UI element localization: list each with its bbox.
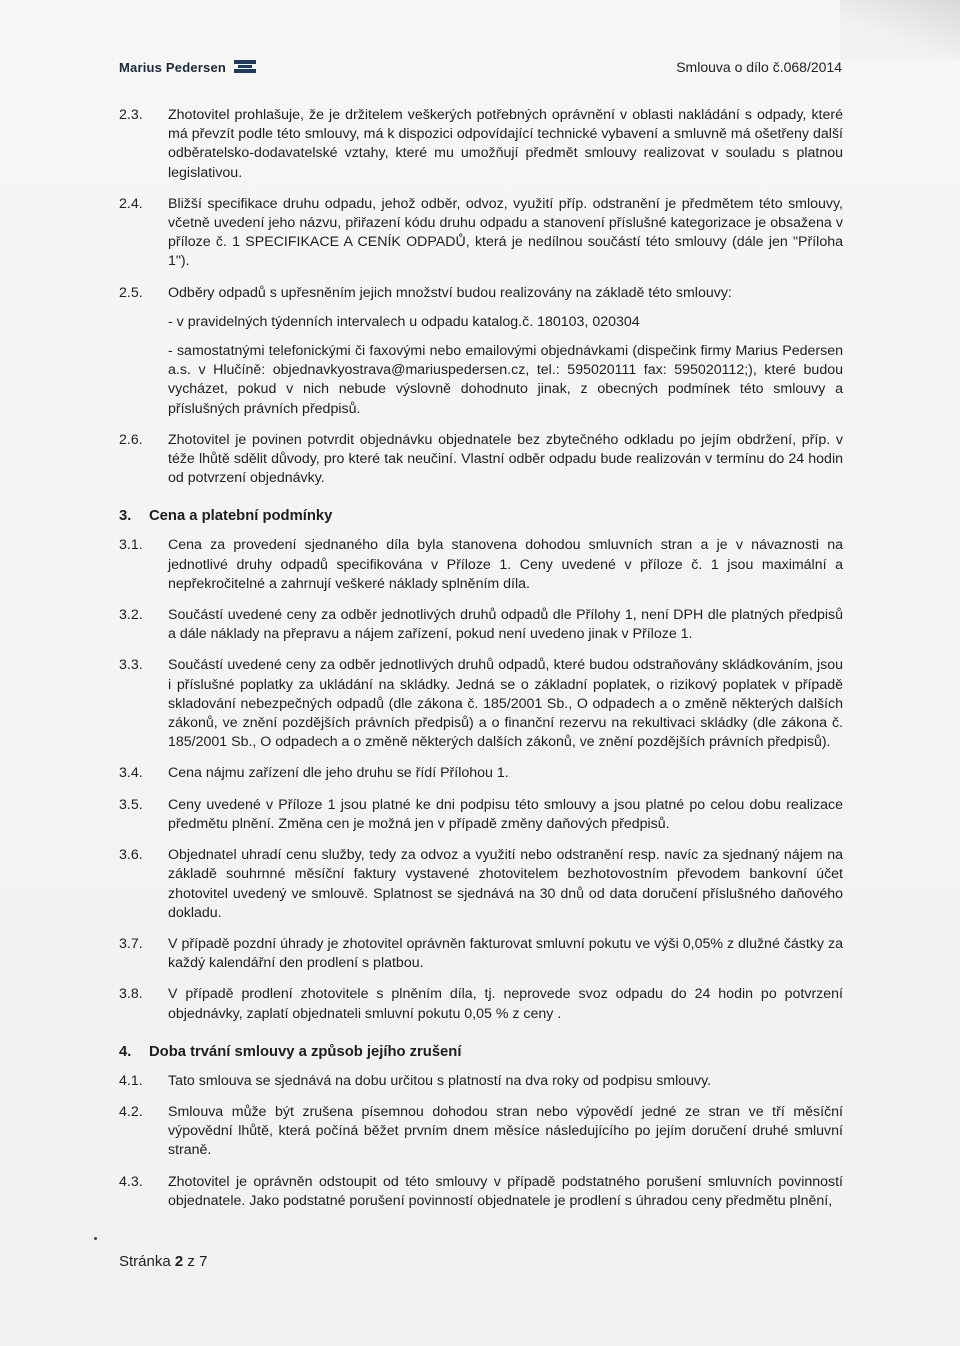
page-corner-shadow [840, 0, 960, 60]
clause [119, 1103, 843, 1161]
clause-text [168, 796, 843, 834]
clause-paragraph: - v pravidelných týdenních intervalech u odpadu katalog.č. 180103, 020304 [168, 313, 640, 330]
clause-number: 3.8. [119, 986, 143, 1003]
clause-paragraph: - samostatnými telefonickými či faxovými nebo emailovými objednávkami (dispečink firmy Marius Pedersen a.s. v Hlučíně: objednavkyostrava@mariuspedersen.cz, tel.: 595020111 fax: 595020112;), které budou vycházet, pokud v nich nebude výslovně dohodnuto jinak, z obecných podmínek této smlouvy a příslušných právních předpisů. [168, 343, 843, 417]
document-body [119, 106, 843, 1223]
section-number: 3. [119, 508, 132, 525]
clause [119, 536, 843, 594]
clause-paragraph: Zhotovitel je povinen potvrdit objednávku objednatele bez zbytečného odkladu po jejím obdržení, příp. v téže lhůtě sdělit důvody, pro které tak neučiní. Vlastní odběr odpadu bude realizován v termínu do 24 hodin od potvrzení objednávky. [168, 431, 843, 487]
bullet-mark [94, 1237, 97, 1240]
clause [119, 764, 843, 783]
page-footer [119, 1253, 207, 1270]
clause-paragraph: Odběry odpadů s upřesněním jejich množství budou realizovány na základě této smlouvy: [168, 284, 732, 301]
clause-paragraph: Zhotovitel je oprávněn odstoupit od této smlouvy v případě podstatného porušení smluvních povinností objednatele. Jako podstatné porušení povinností objednatele je prodlení s úhradou ceny předmětu plnění, [168, 1173, 843, 1209]
clause-paragraph: Součástí uvedené ceny za odběr jednotlivých druhů odpadů, které budou odstraňovány skládkováním, jsou i příslušné poplatky za ukládání na skládky. Jedná se o základní poplatek, o rizikový poplatek v případě skladování nebezpečných odpadů (dle zákona č. 185/2001 Sb., O odpadech a o změně některých dalších zákonů, ve znění pozdějších právních předpisů) a o finanční rezervu na rekultivaci skládky (dle zákona č. 185/2001 Sb., O odpadech a o změně některých dalších zákonů, ve znění pozdějších právních předpisů). [168, 657, 843, 751]
clause-text [168, 1103, 843, 1161]
clause-paragraph: Ceny uvedené v Příloze 1 jsou platné ke dni podpisu této smlouvy a jsou platné po celou dobu realizace předmětu plnění. Změna cen je možná jen v případě změny daňových předpisů. [168, 796, 843, 832]
clause-text [168, 606, 843, 644]
clause-paragraph: Tato smlouva se sjednává na dobu určitou s platností na dva roky od podpisu smlouvy. [168, 1072, 712, 1089]
clause-text [168, 431, 843, 489]
clause-paragraph: V případě pozdní úhrady je zhotovitel oprávněn fakturovat smluvní pokutu ve výši 0,05% z dlužné částky za každý kalendářní den prodlení s platbou. [168, 935, 843, 972]
page-number: 2 [174, 1253, 184, 1270]
marius-pedersen-logo-icon [234, 59, 256, 75]
clause-number: 3.2. [119, 607, 143, 624]
section-heading-3 [119, 506, 843, 526]
clause-paragraph: Objednatel uhradí cenu služby, tedy za odvoz a využití nebo odstranění resp. navíc za sjednaný nájem na základě souhrnné měsíční faktury vystavené zhotovitelem bezhotovostním převodem bankovní účet zhotovitel uvedený ve smlouvě. Splatnost se sjednává na 30 dnů od data doručení příslušného daňového dokladu. [168, 847, 843, 921]
clauses-section-2 [119, 106, 843, 488]
clause-text [168, 935, 843, 973]
clause-number: 2.3. [119, 107, 143, 123]
clause-paragraph: Smlouva může být zrušena písemnou dohodou stran nebo výpovědí jedné ze stran ve tří měsíční výpovědní lhůtě, která počíná běžet prvním dnem měsíce následujícího po jejím doručení druhé smluvní straně. [168, 1103, 843, 1159]
clause-number: 2.6. [119, 431, 143, 448]
clause-text [168, 1173, 843, 1211]
company-logo [119, 59, 256, 75]
clause [119, 606, 843, 644]
page-of: z [187, 1253, 195, 1270]
clause-number: 3.7. [119, 935, 143, 952]
contract-number: Smlouva o dílo č.068/2014 [676, 59, 842, 75]
clause [119, 656, 843, 752]
clause-number: 3.1. [119, 537, 143, 554]
clause-paragraph: Cena nájmu zařízení dle jeho druhu se řídí Přílohou 1. [168, 765, 509, 782]
clause-text [168, 656, 843, 752]
clause-number: 3.3. [119, 657, 143, 674]
clause-number: 2.5. [119, 284, 143, 301]
company-name: Marius Pedersen [119, 59, 227, 75]
clause-number: 4.2. [119, 1103, 143, 1120]
clause-number: 3.4. [119, 765, 143, 782]
section-number: 4. [119, 1043, 132, 1060]
clause-number: 2.4. [119, 195, 143, 212]
page-header [119, 56, 842, 78]
section-heading-4 [119, 1042, 843, 1062]
clause-text [168, 846, 843, 923]
clause-number: 3.6. [119, 847, 143, 864]
section-title: Cena a platební podmínky [149, 508, 333, 525]
clause-text [168, 1072, 843, 1091]
clause-text [168, 764, 843, 783]
clause-number: 4.1. [119, 1072, 143, 1089]
clause [119, 431, 843, 489]
clause-paragraph: V případě prodlení zhotovitele s plněním díla, tj. neprovede svoz odpadu do 24 hodin po potvrzení objednávky, zaplatí objednateli smluvní pokutu 0,05 % z ceny . [168, 986, 843, 1022]
page-label: Stránka [119, 1253, 171, 1270]
clause-text [168, 284, 843, 419]
clause-paragraph: Součástí uvedené ceny za odběr jednotlivých druhů odpadů dle Přílohy 1, není DPH dle platných předpisů a dále náklady na přepravu a nájem zařízení, pokud není uvedeno jinak v Příloze 1. [168, 607, 843, 643]
clause-text [168, 536, 843, 594]
clause [119, 284, 843, 419]
clause [119, 1173, 843, 1211]
clause-text [168, 106, 843, 183]
clause [119, 985, 843, 1023]
clauses-section-3 [119, 536, 843, 1023]
clause [119, 796, 843, 834]
clause-number: 3.5. [119, 796, 143, 813]
clause [119, 106, 843, 183]
clause [119, 846, 843, 923]
clauses-section-4 [119, 1072, 843, 1211]
clause-paragraph: Bližší specifikace druhu odpadu, jehož odběr, odvoz, využití příp. odstranění je předmětem této smlouvy, včetně uvedení jeho názvu, přiřazení kódu druhu odpadu a stanovení příslušné kategorizace je obsažena v příloze č. 1 SPECIFIKACE A CENÍK ODPADŮ, která je nedílnou součástí této smlouvy (dále jen "Příloha 1"). [168, 195, 843, 270]
section-title: Doba trvání smlouvy a způsob jejího zrušení [149, 1043, 462, 1060]
clause [119, 1072, 843, 1091]
clause-text [168, 985, 843, 1023]
clause-paragraph: Cena za provedení sjednaného díla byla stanovena dohodou smluvních stran a je v návaznosti na jednotlivé druhy odpadů specifikována v Příloze 1. Ceny uvedené v příloze č. 1 jsou maximální a nepřekročitelné a zahrnují veškeré náklady splněním díla. [168, 537, 843, 592]
clause-text [168, 195, 843, 272]
clause [119, 195, 843, 272]
clause-paragraph: Zhotovitel prohlašuje, že je držitelem veškerých potřebných oprávnění v oblasti nakládání s odpady, které má převzít podle této smlouvy, má k dispozici odpovídající technické vybavení a smluvně má ošetřeny další odběratelsko-dodavatelské vztahy, které mu umožňují předmět smlouvy realizovat v souladu s platnou legislativou. [168, 107, 843, 181]
page-total: 7 [199, 1253, 208, 1270]
clause-number: 4.3. [119, 1173, 143, 1190]
clause [119, 935, 843, 973]
